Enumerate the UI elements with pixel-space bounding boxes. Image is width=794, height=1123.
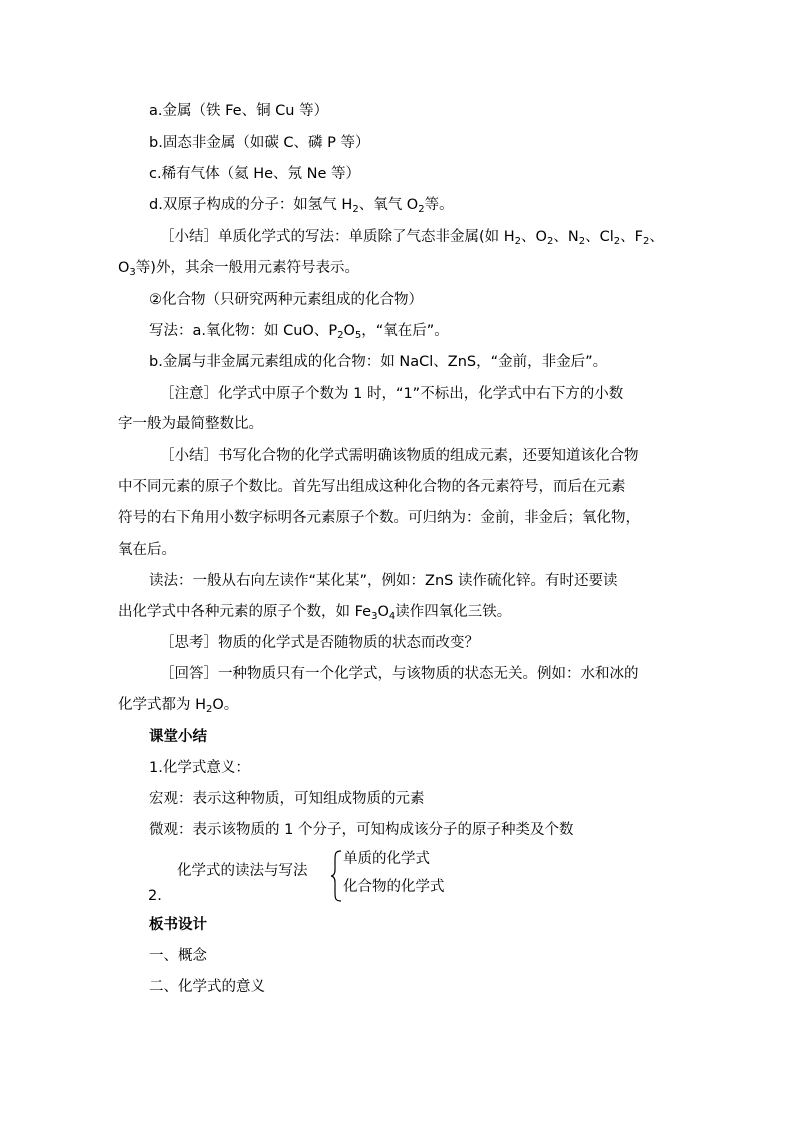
text-line-summary2-3: 符号的右下角用小数字标明各元素原子个数。可归纳为：金前，非金后；氧化物，: [118, 510, 640, 526]
text-line-write-oxide: 写法：a.氧化物：如 CuO、$P_2O_5$，“氧在后”。: [149, 323, 449, 341]
text-line-summary1-1: ［小结］单质化学式的写法：单质除了气态非金属(如 $H_2$、$O_2$、$N_2$、$Cl_2$、$F_2$、: [160, 229, 664, 247]
text-line-diatomic: d.双原子构成的分子：如氢气 $H_2$、氧气 $O_2$等。: [149, 197, 454, 215]
text-line-answer-1: ［回答］一种物质只有一个化学式，与该物质的状态无关。例如：水和冰的: [160, 666, 639, 682]
brace-item-number: 2.: [148, 888, 162, 904]
text-line-meaning-heading: 1.化学式意义：: [149, 760, 250, 776]
reading-writing-brace-block: [118, 846, 518, 906]
text-line-micro: 微观：表示该物质的 1 个分子，可知构成该分子的原子种类及个数: [149, 822, 574, 838]
brace-label: 化学式的读法与写法: [177, 863, 308, 879]
text-line-summary2-2: 中不同元素的原子个数比。首先写出组成这种化合物的各元素符号，而后在元素: [118, 479, 626, 495]
text-line-note-2: 字一般为最简整数比。: [118, 416, 263, 432]
text-line-answer-2: 化学式都为 $H_2O$。: [118, 697, 239, 715]
brace-option-element: 单质的化学式: [343, 851, 430, 867]
board-design-heading: 板书设计: [149, 917, 207, 933]
text-line-note-1: ［注意］化学式中原子个数为 1 时，“1”不标出，化学式中右下方的小数: [160, 386, 624, 402]
text-line-read-2: 出化学式中各种元素的原子个数，如 $Fe_3O_4$读作四氧化三铁。: [118, 604, 512, 622]
text-line-noble-gas: c.稀有气体（氦 He、氖 Ne 等）: [149, 166, 360, 182]
board-item-concept: 一、概念: [149, 948, 207, 964]
text-line-summary1-2: $O_3$等)外，其余一般用元素符号表示。: [118, 260, 359, 278]
class-summary-heading: 课堂小结: [149, 729, 207, 745]
text-line-read-1: 读法：一般从右向左读作“某化某”，例如：ZnS 读作硫化锌。有时还要读: [149, 573, 618, 589]
board-item-meaning: 二、化学式的意义: [149, 979, 265, 995]
text-line-macro: 宏观：表示这种物质，可知组成物质的元素: [149, 791, 425, 807]
text-line-compound-heading: ②化合物（只研究两种元素组成的化合物）: [149, 292, 423, 308]
text-line-think: ［思考］物质的化学式是否随物质的状态而改变？: [160, 635, 479, 651]
brace-option-compound: 化合物的化学式: [343, 879, 445, 895]
text-line-summary2-1: ［小结］书写化合物的化学式需明确该物质的组成元素，还要知道该化合物: [160, 448, 639, 464]
text-line-metal: a.金属（铁 Fe、铜 Cu 等）: [149, 103, 329, 119]
text-line-solid-nonmetal: b.固态非金属（如碳 C、磷 P 等）: [149, 135, 370, 151]
curly-brace-icon: [330, 850, 342, 902]
text-line-summary2-4: 氧在后。: [118, 542, 176, 558]
text-line-metal-nonmetal: b.金属与非金属元素组成的化合物：如 NaCl、ZnS，“金前，非金后”。: [149, 354, 608, 370]
